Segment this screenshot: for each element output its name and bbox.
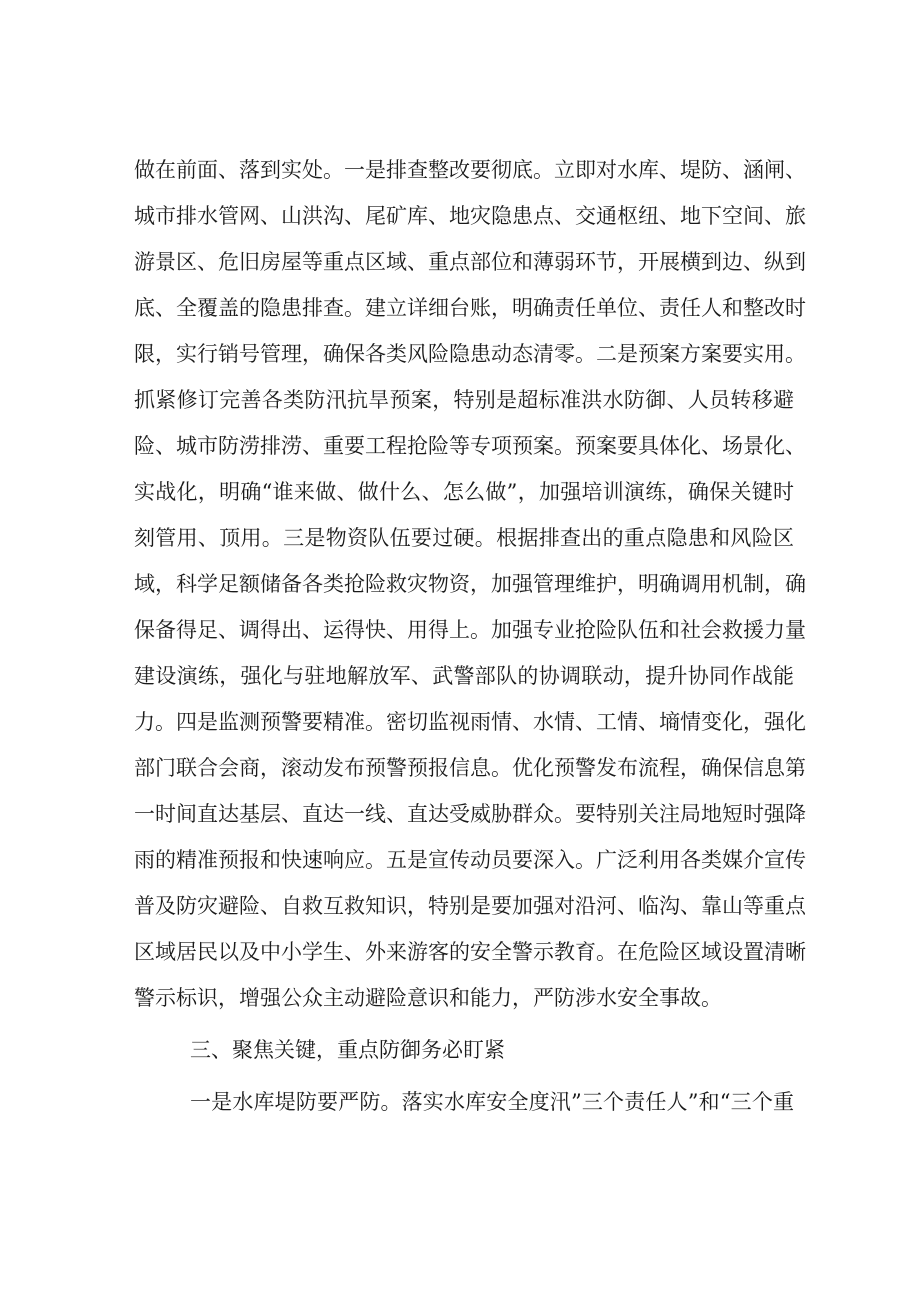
body-text-line: 险、城市防涝排涝、重要工程抢险等专项预案。预案要具体化、场景化、 (134, 434, 806, 458)
body-text-line: 域，科学足额储备各类抢险救灾物资，加强管理维护，明确调用机制，确 (134, 572, 806, 596)
body-text-line: 实战化，明确“谁来做、做什么、怎么做”，加强培训演练，确保关键时 (134, 480, 794, 504)
body-text-line: 警示标识，增强公众主动避险意识和能力，严防涉水安全事故。 (134, 986, 722, 1010)
body-text-line: 一是水库堤防要严防。落实水库安全度汛”三个责任人”和“三个重 (190, 1090, 794, 1114)
body-text-line: 底、全覆盖的隐患排查。建立详细台账，明确责任单位、责任人和整改时 (134, 296, 806, 320)
body-text-line: 普及防灾避险、自救互救知识，特别是要加强对沿河、临沟、靠山等重点 (134, 894, 806, 918)
body-text-line: 一时间直达基层、直达一线、直达受威胁群众。要特别关注局地短时强降 (134, 802, 806, 826)
body-text-line: 刻管用、顶用。三是物资队伍要过硬。根据排查出的重点隐患和风险区 (134, 526, 794, 550)
body-text-line: 城市排水管网、山洪沟、尾矿库、地灾隐患点、交通枢纽、地下空间、旅 (134, 204, 806, 228)
body-text-line: 部门联合会商，滚动发布预警预报信息。优化预警发布流程，确保信息第 (134, 756, 806, 780)
section-heading: 三、聚焦关键，重点防御务必盯紧 (190, 1038, 505, 1062)
body-text-line: 保备得足、调得出、运得快、用得上。加强专业抢险队伍和社会救援力量 (134, 618, 806, 642)
body-text-line: 游景区、危旧房屋等重点区域、重点部位和薄弱环节，开展横到边、纵到 (134, 250, 806, 274)
body-text-line: 雨的精准预报和快速响应。五是宣传动员要深入。广泛利用各类媒介宣传 (134, 848, 806, 872)
body-text-line: 建设演练，强化与驻地解放军、武警部队的协调联动，提升协同作战能 (134, 664, 794, 688)
body-text-line: 力。四是监测预警要精准。密切监视雨情、水情、工情、墒情变化，强化 (134, 710, 806, 734)
body-text-line: 限，实行销号管理，确保各类风险隐患动态清零。二是预案方案要实用。 (134, 342, 806, 366)
body-text-line: 做在前面、落到实处。一是排查整改要彻底。立即对水库、堤防、涵闸、 (134, 158, 806, 182)
body-text-line: 区域居民以及中小学生、外来游客的安全警示教育。在危险区域设置清晰 (134, 940, 806, 964)
body-text-line: 抓紧修订完善各类防汛抗旱预案，特别是超标准洪水防御、人员转移避 (134, 388, 794, 412)
